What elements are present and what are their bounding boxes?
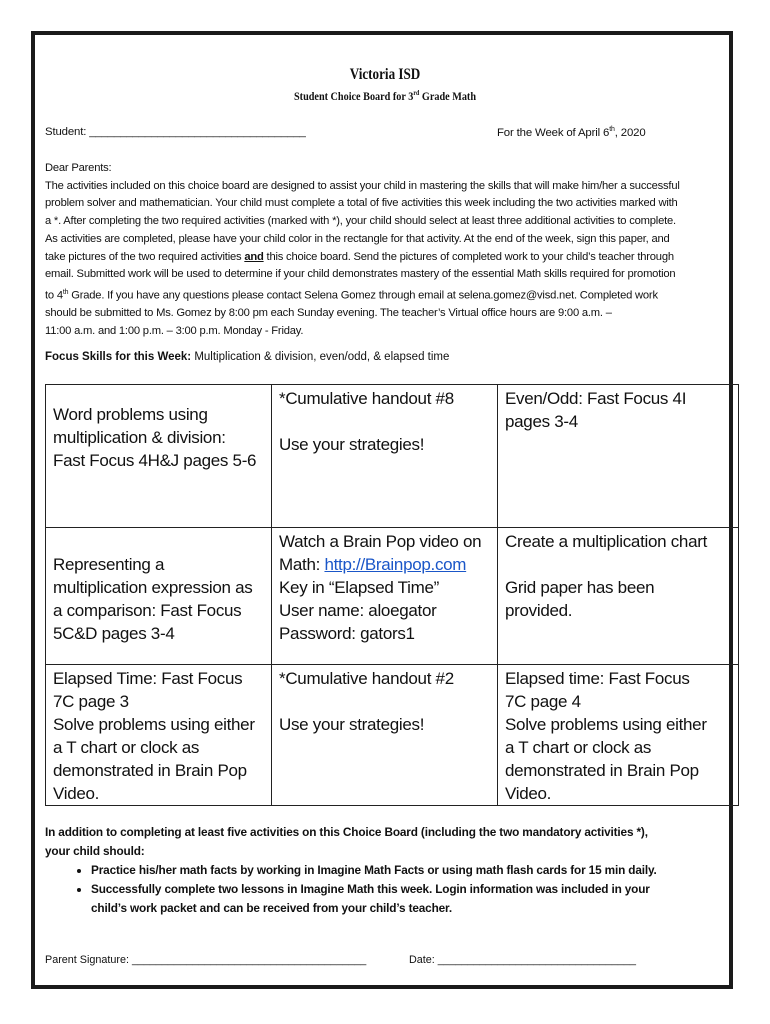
student-name-field[interactable]: Student: ___________________________________ <box>45 126 306 138</box>
parent-letter: Dear Parents: The activities included on this choice board are designed to assist your child in mastering the skills that will make him/her a successful problem solver and mathematician. Your child must complete a total of five activities this week including the two activities marked with a *. After completing the two required activities (marked with *), your child should select at least three additional activities to complete. As activities are completed, please have your child color in the rectangle for that activity. At the end of the week, sign this paper, and take pictures of the two required activities and this choice board. Send the pictures of completed work to your child’s teacher through email. Submitted work will be used to determine if your child demonstrates mastery of the essential Math skills required for promotion to 4th Grade. If you have any questions please contact Selena Gomez through email at selena.gomez@visd.net. Completed work should be submitted to Ms. Gomez by 8:00 pm each Sunday evening. The teacher’s Virtual office hours are 9:00 a.m. – 11:00 a.m. and 1:00 p.m. – 3:00 p.m. Monday - Friday. <box>45 160 725 341</box>
focus-skills: Focus Skills for this Week: Multiplication & division, even/odd, & elapsed time <box>45 351 450 363</box>
board-row <box>46 528 739 665</box>
parent-signature-field[interactable]: Parent Signature: _______________________________________ <box>45 954 367 966</box>
document-subtitle: Student Choice Board for 3rd Grade Math <box>293 89 476 103</box>
board-row <box>46 665 739 806</box>
list-item: • Practice his/her math facts by working in Imagine Math Facts or using math flash cards for 15 min daily. <box>91 861 725 880</box>
document-title: Victoria ISD <box>349 66 421 83</box>
list-item: • Successfully complete two lessons in Imagine Math this week. Login information was included in your child’s work packet and can be received from your child’s teacher. <box>91 880 725 918</box>
activity-cell[interactable]: Elapsed Time: Fast Focus 7C page 3 Solve problems using either a T chart or clock as demonstrated in Brain Pop Video. <box>46 665 272 806</box>
activity-cell[interactable]: Even/Odd: Fast Focus 4I pages 3-4 <box>498 385 739 528</box>
board-row <box>46 385 739 528</box>
activity-cell[interactable]: *Cumulative handout #2 Use your strategies! <box>272 665 498 806</box>
activity-cell[interactable]: Watch a Brain Pop video on Math: http://Brainpop.com Key in “Elapsed Time” User name: aloegator Password: gators1 <box>272 528 498 665</box>
letter-greeting: Dear Parents: <box>45 162 112 174</box>
activity-cell[interactable]: Representing a multiplication expression as a comparison: Fast Focus 5C&D pages 3-4 <box>46 528 272 665</box>
date-field[interactable]: Date: _________________________________ <box>409 954 636 966</box>
brainpop-link[interactable]: http://Brainpop.com <box>324 555 467 574</box>
additional-instructions: In addition to completing at least five activities on this Choice Board (including the two mandatory activities *), your child should: • Practice his/her math facts by working in Imagine Math Facts or using math flash cards for 15 min daily. • Successfully complete two lessons in Imagine Math this week. Login information was included in your child’s work packet and can be received from your child’s teacher. <box>45 823 725 918</box>
instruction-list <box>45 861 725 918</box>
choice-board <box>45 384 739 806</box>
week-label: For the Week of April 6th, 2020 <box>497 126 646 139</box>
activity-cell[interactable]: Create a multiplication chart Grid paper has been provided. <box>498 528 739 665</box>
activity-cell[interactable]: Word problems using multiplication & division: Fast Focus 4H&J pages 5-6 <box>46 385 272 528</box>
activity-cell[interactable]: *Cumulative handout #8 Use your strategies! <box>272 385 498 528</box>
activity-cell[interactable]: Elapsed time: Fast Focus 7C page 4 Solve problems using either a T chart or clock as demonstrated in Brain Pop Video. <box>498 665 739 806</box>
